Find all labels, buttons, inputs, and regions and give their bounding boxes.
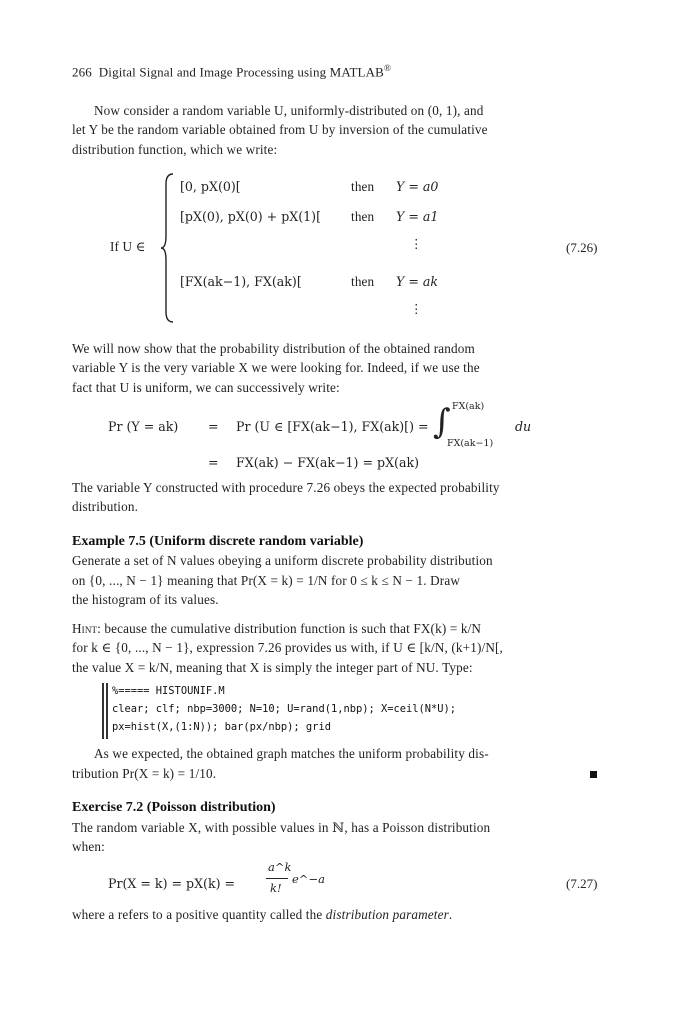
case-interval-0: [0, pX(0)[ bbox=[180, 179, 241, 194]
hint-line-3: the value X = k/N, meaning that X is simply the integer part of NU. Type: bbox=[72, 660, 473, 675]
eq-7-26-prefix: If U ∈ bbox=[110, 239, 146, 254]
equation-number-7-27: (7.27) bbox=[566, 876, 598, 891]
running-header bbox=[72, 63, 391, 80]
exercise-last-line bbox=[72, 907, 452, 923]
para2-line-2: variable Y is the very variable X we were looking for. Indeed, if we use the bbox=[72, 360, 480, 375]
exercise-title: Exercise 7.2 (Poisson distribution) bbox=[72, 800, 276, 815]
equation-number-7-26: (7.26) bbox=[566, 240, 598, 255]
intro-line-3: distribution function, which we write: bbox=[72, 142, 278, 157]
para3-line-2: distribution. bbox=[72, 499, 139, 514]
exercise-line-1: The random variable X, with possible values in ℕ, has a Poisson distribution bbox=[72, 820, 491, 835]
derivation-rhs1: Pr (U ∈ [FX(ak−1), FX(ak)[) = bbox=[236, 419, 429, 434]
derivation-eq1: = bbox=[208, 419, 219, 434]
distribution-parameter-term: distribution parameter bbox=[325, 907, 449, 922]
integral-upper-limit: FX(ak) bbox=[452, 401, 485, 412]
case-result-1: Y = a1 bbox=[396, 209, 439, 224]
code-bar-outer bbox=[102, 683, 104, 739]
para2-line-1: We will now show that the probability distribution of the obtained random bbox=[72, 341, 475, 356]
closing-line-1: As we expected, the obtained graph matches the uniform probability dis- bbox=[94, 746, 489, 761]
page-number: 266 bbox=[72, 64, 92, 80]
fraction-denominator: k! bbox=[270, 881, 282, 895]
running-title: Digital Signal and Image Processing using MATLAB bbox=[98, 64, 384, 80]
code-line-1: %===== HISTOUNIF.M bbox=[112, 685, 225, 697]
integral-lower-limit: FX(ak−1) bbox=[447, 438, 494, 449]
hint-text-1: : because the cumulative distribution function is such that FX(k) = k/N bbox=[97, 621, 482, 636]
last-line-end: . bbox=[448, 907, 453, 922]
poisson-lhs: Pr(X = k) = pX(k) = bbox=[108, 876, 236, 891]
intro-line-1: Now consider a random variable U, uniformly-distributed on (0, 1), and bbox=[94, 103, 484, 118]
case-then-1: then bbox=[351, 209, 375, 224]
hint-line-1 bbox=[72, 621, 481, 637]
example-line-1: Generate a set of N values obeying a uniform discrete probability distribution bbox=[72, 553, 493, 568]
code-bar-inner bbox=[106, 683, 108, 739]
exercise-line-2: when: bbox=[72, 839, 105, 854]
derivation-lhs: Pr (Y = ak) bbox=[108, 419, 179, 434]
derivation-eq2: = bbox=[208, 455, 219, 470]
hint-label: Hint bbox=[72, 621, 98, 636]
case-result-3: Y = ak bbox=[396, 274, 439, 289]
code-line-3: px=hist(X,(1:N)); bar(px/nbp); grid bbox=[112, 721, 331, 733]
example-line-3: the histogram of its values. bbox=[72, 592, 219, 607]
last-line-start: where a refers to a positive quantity called the bbox=[72, 907, 326, 922]
hint-line-2: for k ∈ {0, ..., N − 1}, expression 7.26 provides us with, if U ∈ [k/N, (k+1)/N[, bbox=[72, 640, 503, 655]
qed-square bbox=[590, 771, 597, 778]
para2-line-3: fact that U is uniform, we can successively write: bbox=[72, 380, 340, 395]
case-interval-3: [FX(ak−1), FX(ak)[ bbox=[180, 274, 302, 289]
exponential-term: e^−a bbox=[292, 872, 325, 886]
integrand: du bbox=[515, 419, 532, 434]
case-vdots-2: ⋮ bbox=[410, 301, 423, 316]
example-title: Example 7.5 (Uniform discrete random variable) bbox=[72, 534, 364, 549]
closing-line-2: tribution Pr(X = k) = 1/10. bbox=[72, 766, 217, 781]
fraction-bar bbox=[266, 878, 288, 879]
para3-line-1: The variable Y constructed with procedure 7.26 obeys the expected probability bbox=[72, 480, 500, 495]
case-result-0: Y = a0 bbox=[396, 179, 439, 194]
case-vdots-1: ⋮ bbox=[410, 236, 423, 251]
example-line-2: on {0, ..., N − 1} meaning that Pr(X = k) = 1/N for 0 ≤ k ≤ N − 1. Draw bbox=[72, 573, 461, 588]
case-interval-1: [pX(0), pX(0) + pX(1)[ bbox=[180, 209, 321, 224]
case-then-3: then bbox=[351, 274, 375, 289]
derivation-rhs2: FX(ak) − FX(ak−1) = pX(ak) bbox=[236, 455, 420, 470]
code-line-2: clear; clf; nbp=3000; N=10; U=rand(1,nbp); X=ceil(N*U); bbox=[112, 703, 457, 715]
left-brace bbox=[160, 172, 176, 324]
intro-line-2: let Y be the random variable obtained from U by inversion of the cumulative bbox=[72, 122, 488, 137]
integral-sign: ∫ bbox=[433, 402, 451, 442]
case-then-0: then bbox=[351, 179, 375, 194]
trademark-symbol: ® bbox=[384, 63, 391, 73]
fraction-numerator: a^k bbox=[268, 860, 292, 874]
